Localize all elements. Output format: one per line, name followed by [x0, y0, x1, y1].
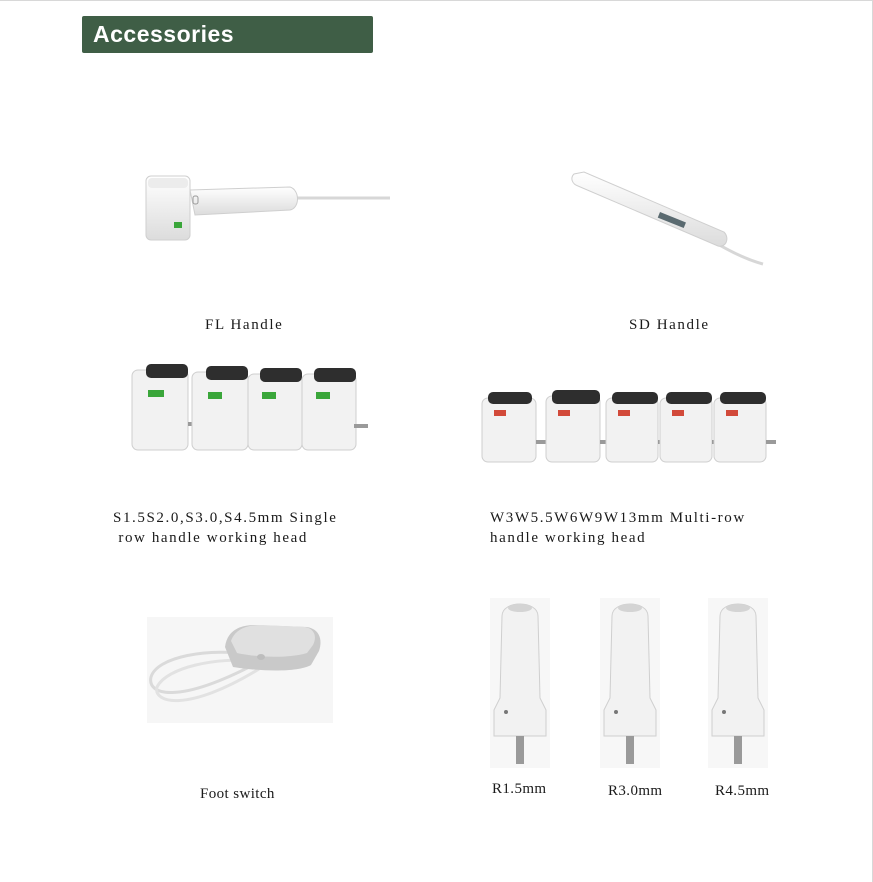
probe-r1-5-caption: R1.5mm: [492, 781, 547, 797]
sd-handle-image: [568, 168, 768, 268]
probe-r1-5-image: [490, 598, 550, 768]
probe-r4-5-caption: R4.5mm: [715, 783, 770, 799]
probe-r3-0-image: [600, 598, 660, 768]
multi-row-heads-caption-line1: W3W5.5W6W9W13mm Multi-row: [490, 510, 746, 526]
multi-row-heads-image: [478, 388, 778, 468]
fl-handle-image: [140, 170, 395, 245]
single-row-heads-caption-line1: S1.5S2.0,S3.0,S4.5mm Single: [113, 510, 338, 526]
probe-r4-5-image: [708, 598, 768, 768]
section-header: [82, 16, 373, 53]
section-title: Accessories: [93, 21, 235, 47]
single-row-heads-image: [126, 362, 371, 457]
multi-row-heads-caption-line2: handle working head: [490, 530, 647, 546]
fl-handle-caption: FL Handle: [205, 317, 284, 333]
single-row-heads-caption-line2: row handle working head: [113, 530, 309, 546]
page-border-top: [0, 0, 873, 1]
foot-switch-caption: Foot switch: [200, 786, 275, 802]
probe-r3-0-caption: R3.0mm: [608, 783, 663, 799]
foot-switch-image: [147, 617, 333, 723]
sd-handle-caption: SD Handle: [629, 317, 710, 333]
